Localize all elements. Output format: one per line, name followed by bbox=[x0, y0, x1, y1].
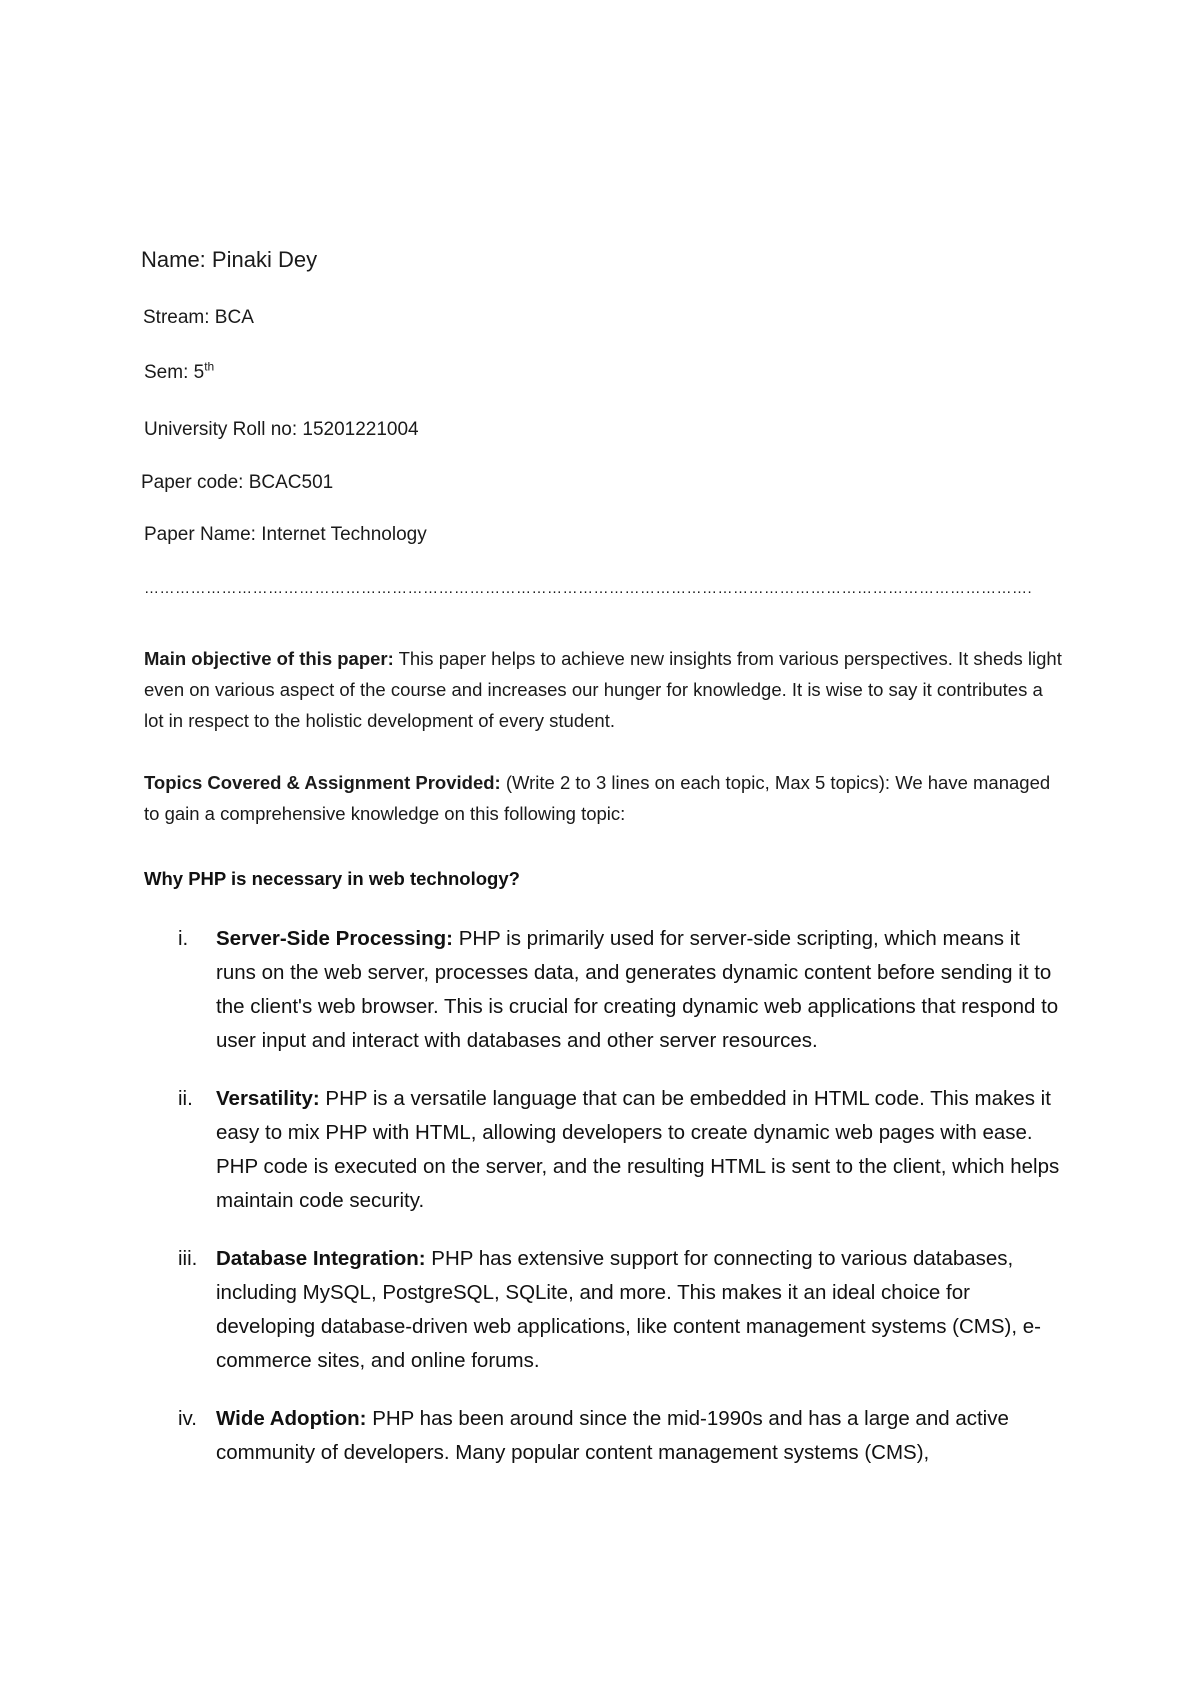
list-item-text: PHP is a versatile language that can be embedded in HTML code. This makes it easy to mix PHP with HTML, allowing developers to create dynamic web pages with ease. PHP code is executed on the server, and the resulting HTML is sent to the client, which helps maintain code security. bbox=[216, 1087, 1060, 1212]
list-item-number: ii. bbox=[178, 1087, 193, 1110]
list-item-term: Database Integration: bbox=[216, 1247, 426, 1270]
list-item-number: iv. bbox=[178, 1407, 197, 1430]
list-item-number: iii. bbox=[178, 1247, 198, 1270]
topics-label: Topics Covered & Assignment Provided: bbox=[144, 772, 501, 793]
list-item-text: PHP has been around since the mid-1990s and has a large and active community of developers. Many popular content management systems (CMS), bbox=[216, 1407, 1009, 1464]
topic-list bbox=[144, 922, 1064, 1470]
objective-text: This paper helps to achieve new insights from various perspectives. It sheds light even on various aspect of the course and increases our hunger for knowledge. It is wise to say it contributes a lot in respect to the holistic development of every student. bbox=[144, 648, 1062, 731]
list-item-term: Versatility: bbox=[216, 1087, 320, 1110]
list-item bbox=[144, 1402, 1064, 1470]
semester bbox=[144, 359, 215, 384]
topics-paragraph bbox=[144, 767, 1064, 829]
list-item bbox=[144, 1082, 1064, 1218]
list-item bbox=[144, 922, 1064, 1058]
list-item-text: PHP is primarily used for server-side scripting, which means it runs on the web server, processes data, and generates dynamic content before sending it to the client's web browser. This is crucial for creating dynamic web applications that respond to user input and interact with databases and other server resources. bbox=[216, 927, 1059, 1052]
paper-code: Paper code: BCAC501 bbox=[141, 472, 334, 493]
list-item-number: i. bbox=[178, 927, 189, 950]
objective-paragraph bbox=[144, 643, 1064, 736]
separator-line: ………………………………………………………………………………………………………………………………………………………. bbox=[144, 580, 1033, 597]
objective-label: Main objective of this paper: bbox=[144, 648, 394, 669]
student-name: Name: Pinaki Dey bbox=[141, 247, 318, 272]
paper-name: Paper Name: Internet Technology bbox=[144, 524, 427, 545]
list-item bbox=[144, 1242, 1064, 1378]
topics-text: (Write 2 to 3 lines on each topic, Max 5 topics): We have managed to gain a comprehensive knowledge on this following topic: bbox=[144, 772, 1051, 824]
list-item-term: Wide Adoption: bbox=[216, 1407, 367, 1430]
list-item-text: PHP has extensive support for connecting to various databases, including MySQL, PostgreSQL, SQLite, and more. This makes it an ideal choice for developing database-driven web applications, like content management systems (CMS), e-commerce sites, and online forums. bbox=[216, 1247, 1041, 1372]
university-roll: University Roll no: 15201221004 bbox=[144, 419, 419, 440]
section-question: Why PHP is necessary in web technology? bbox=[144, 868, 520, 889]
semester-text: Sem: 5 bbox=[144, 362, 205, 383]
list-item-term: Server-Side Processing: bbox=[216, 927, 453, 950]
stream: Stream: BCA bbox=[143, 307, 254, 328]
semester-suffix: th bbox=[204, 359, 215, 374]
